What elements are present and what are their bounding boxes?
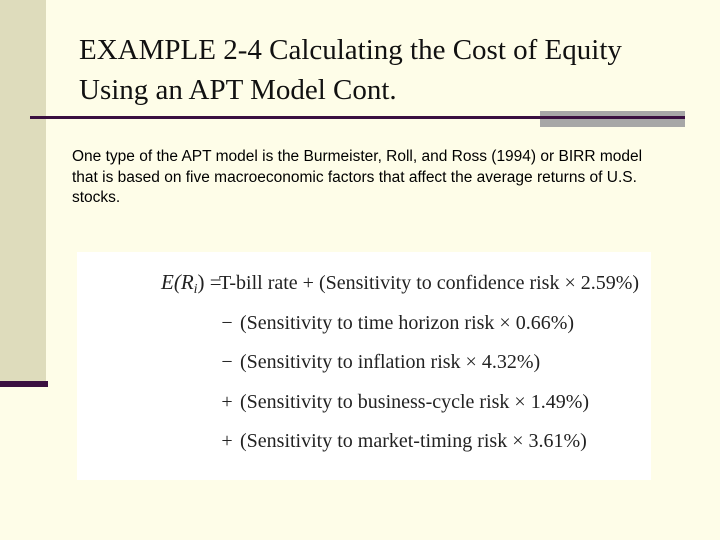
equation-lhs-subscript: i bbox=[193, 282, 198, 297]
equation-line-2-operator: − bbox=[221, 312, 233, 334]
equation-lhs-close: ) = bbox=[197, 270, 222, 294]
body-paragraph: One type of the APT model is the Burmeister, Roll, and Ross (1994) or BIRR model that is based on five macroeconomic factors that affect the average returns of U.S. stocks. bbox=[72, 148, 643, 206]
equation-line-3 bbox=[219, 351, 540, 374]
equation-line-4-text: (Sensitivity to business-cycle risk × 1.49%) bbox=[240, 391, 590, 413]
equation-line-3-text: (Sensitivity to inflation risk × 4.32%) bbox=[240, 351, 541, 373]
equation-lhs bbox=[161, 270, 222, 298]
equation-image bbox=[77, 252, 651, 480]
equation-line-2 bbox=[219, 312, 574, 335]
equation-line-2-text: (Sensitivity to time horizon risk × 0.66%) bbox=[240, 312, 575, 334]
title-line-2: Using an APT Model Cont. bbox=[79, 74, 397, 106]
equation-line-5 bbox=[219, 430, 587, 453]
slide-title bbox=[79, 30, 699, 110]
equation-lhs-E: E(R bbox=[161, 270, 194, 294]
equation-line-4-operator: + bbox=[221, 391, 233, 413]
equation-line-5-operator: + bbox=[221, 430, 233, 452]
title-line-1: EXAMPLE 2-4 Calculating the Cost of Equity bbox=[79, 34, 622, 66]
side-accent-bar bbox=[0, 0, 46, 382]
equation-line-5-text: (Sensitivity to market-timing risk × 3.61%) bbox=[240, 430, 587, 452]
equation-line-4 bbox=[219, 391, 589, 414]
equation-line-3-operator: − bbox=[221, 351, 233, 373]
equation-line-1-text: T-bill rate + (Sensitivity to confidence risk × 2.59%) bbox=[219, 272, 640, 294]
title-underline-accent bbox=[540, 111, 685, 127]
side-accent-cap bbox=[0, 381, 48, 387]
equation-line-1 bbox=[219, 272, 639, 295]
